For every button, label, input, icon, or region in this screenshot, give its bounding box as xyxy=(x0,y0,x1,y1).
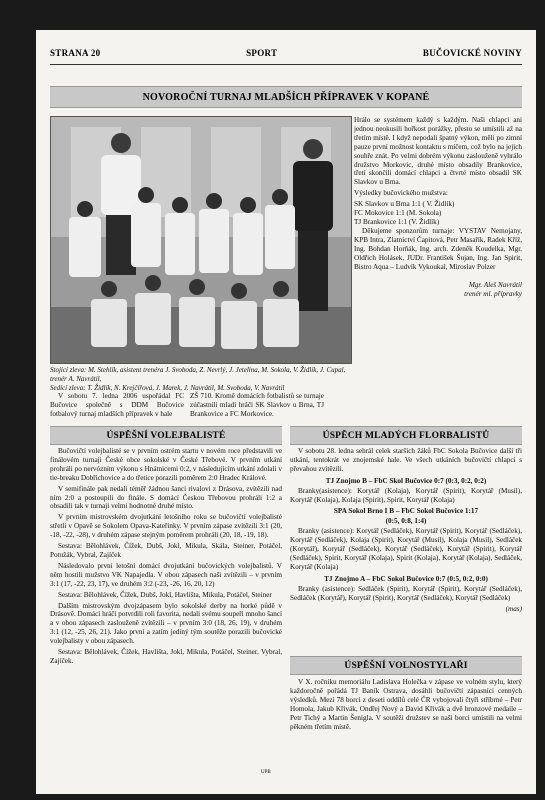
wrestlers-title: ÚSPĚŠNÍ VOLNOSTYLAŘI xyxy=(344,660,468,671)
wrestlers-article: V X. ročníku memoriálu Ladislava Holečka v zápase ve volném stylu, který každoročně pořádá TJ Baník Ostrava, dosáhli bučovičtí zápasníci cenných výsledků. Mezi 78 borci z deseti oddílů celé ČR vybojovali čtyři stříbrné – Petr Homola, Jakub Křivák, Ondřej Nový a David Křivák a dvě bronzové medaile – Petr Tichý a Martin Šenigla. V soutěži družstev se naši borci umístili na velmi pěkném třetím místě. xyxy=(290,678,522,731)
section-name: SPORT xyxy=(246,48,278,58)
page-header xyxy=(50,44,522,62)
article1-intro-middle: ZŠ 710. Kromě domácích fotbalistů se turnaje zúčastnili mladí hráči SK Slavkov u Brna, TJ Brankovice a FC Morkovice. xyxy=(190,392,324,418)
caption-sitting: Sedící zleva: T. Židlík, N. Krejčířová, J. Marek, J. Navrátil, M. Svoboda, V. Navrátil xyxy=(50,384,285,392)
photo-caption xyxy=(50,366,350,393)
result-3: TJ Brankovice 1:1 (V. Židlík) xyxy=(354,217,440,226)
newspaper-page xyxy=(36,30,536,794)
article1-intro-left: V sobotu 7. ledna 2006 uspořádal FC Bučovice společně s DDM Bučovice fotbalový turnaj mladších přípravek v hale xyxy=(50,392,184,418)
header-rule xyxy=(50,64,522,65)
team-photo-image xyxy=(51,117,351,363)
florbal-title: ÚSPĚCH MLADÝCH FLORBALISTŮ xyxy=(322,430,490,441)
volleyball-article: Bučovičtí volejbalisté se v prvním ostrém startu v novém roce představili ve finálovém turnaji České obce sokolské v České Třebové. V prvním utkání prohráli po nervózním výkonu s Hnátnicemi 0:2, v následujícím utkání zdolali v tie-breaku Dobřichovice a do třetice porazili poměrem 2:0 Hradec Králové. V semifinále pak nedali téměř žádnou šanci rivalovi z Drásova, zvítězili nad ním 2:0 a postoupili do finále. S domácí Českou Třebovou prohráli 1:2 a obsadili tak v turnaji velmi hodnotné druhé místo. V prvním mistrovském dvojutkání letošního roku se bučovičtí volejbalisté střetli v Opavě se Sokolem Opava-Kateřinky. V prvním zápase zvítězili 3:1 (20, -18, -22, -28), v druhém zápase stejným poměrem prohráli (20, 18, -19, 18). Sestava: Bělohlávek, Čížek, Dubš, Jokl, Mikula, Skála, Steiner, Potáčel, Potužák, Vybral, Zajíček Následovalo první letošní domácí dvojutkání bučovických volejbalistů. V něm hostili mužstvo VK Napajedla. V obou zápasech naši zvítězili – v prvním 3:1 (17, -22, 23, 17), ve druhém 3:2 (-23, -26, 16, 20, 12) Sestava: Bělohlávek, Čížek, Dubš, Jokl, Havlišta, Mikula, Potáčel, Steiner Dalším mistrovským dvojzápasem bylo sokolské derby na horké půdě v Drásově. Domácí hráči potvrdili roli favorita, nedali svému soupeři mnoho šancí a v obou zápasech zaslouženě zvítězili – v prvním 3:0 (18, 26, 19), v druhém 3:1 (12, -25, 26, 21). Jako první a zatím jediný tým soutěže porazili bučovické volejbalisty v obou zápasech. Sestava: Bělohlávek, Čížek, Havlišta, Jokl, Mikula, Potáčel, Steiner, Vybral, Zajíček. xyxy=(50,447,282,665)
florbal-title-band xyxy=(290,426,522,445)
florbal-article: V sobotu 28. ledna sehrál celek starších žáků FbC Sokola Bučovice další tři utkání, tentokrát ve znojemské hale. Ve všech utkáních bučovičtí chlapci s převahou zvítězili. TJ Znojmo B – FbC Skol Bučovice 0:7 (0:3, 0:2, 0:2) Branky(asistence): Korytář (Kolaja), Korytář (Spirit), Korytář (Musil), Korytář (Kolaja), Kolaja (Spirit), Spirit, Korytář (Kolaja) SPA Sokol Brno I B – FbC Sokol Bučovice 1:17 (0:5, 0:8, 1:4) Branky (asistence): Korytář (Sedláček), Korytář (Spirit), Korytář (Sedláček), Korytář (Sedláček), Kolaja (Spirit), Korytář (Musil), Kolaja (Musil), Sedláček (Korytář), Korytář (Sedláček), Korytář (Sedláček), Korytář (Spirit), Korytář (Sedláček), Spirit, Korytář (Kolaja), Spirit (Kolaja), Korytář (Kolaja), Sedláček, Korytář (Kolaja) TJ Znojmo A – FbC Sokol Bučovice 0:7 (0:5, 0:2, 0:0) Branky (asistence): Sedláček (Spirit), Korytář (Spirit), Korytář (Sedláček), Sedláček (Korytář), Korytář (Spirit), Korytář (Sedláček), Korytář (Sedláček) (mas) xyxy=(290,447,522,613)
page-number: STRANA 20 xyxy=(50,48,101,58)
team-photo xyxy=(50,116,352,364)
caption-standing: Stojící zleva: M. Stehlík, asistent trenéra J. Svoboda, Z. Nevrlý, J. Jetelina, M. Sokola, V. Židlík, J. Cupal, trenér A. Navrátil, xyxy=(50,366,346,383)
article-title-band xyxy=(50,86,522,108)
volleyball-title: ÚSPĚŠNÍ VOLEJBALISTÉ xyxy=(106,430,226,441)
author-role: trenér ml. přípravky xyxy=(464,290,522,299)
volleyball-title-band xyxy=(50,426,282,445)
print-mark: UPB xyxy=(261,770,271,775)
thanks-paragraph: Děkujeme sponzorům turnaje: VYSTAV Nemojany, KPB Intra, Zlatnictví Čapitová, Petr Masařík, Radek Kříž, Ing. Bohdan Horňák, Ing. arch. Zdeněk Koudelka, Mgr. Oldřich Holásek, JUDr. František Šujan, Ing. Jan Spirit, Bistro Aqua – Ludvík Vykoukal, Miroslav Polzer xyxy=(354,226,522,271)
result-2: FC Mokovice 1:1 (M. Sokola) xyxy=(354,209,442,218)
wrestlers-title-band xyxy=(290,656,522,675)
newspaper-name: BUČOVICKÉ NOVINY xyxy=(422,48,522,58)
author-name: Mgr. Aleš Navrátil xyxy=(468,281,522,290)
results-heading: Výsledky bučovického mužstva: xyxy=(354,189,448,198)
article-title: NOVOROČNÍ TURNAJ MLADŠÍCH PŘÍPRAVEK V KOPANÉ xyxy=(142,91,430,103)
result-1: SK Slavkov u Brna 1:1 ( V. Židlík) xyxy=(354,200,455,209)
article1-right-column xyxy=(354,116,522,299)
article1-para-continued: Hrálo se systémem každý s každým. Naši chlapci ani jednou neokusili hořkost porážky, přesto se umístili až na třetím místě. I když nepodali špatný výkon, měli po zimní pauze první možnost kontaktu s míčem, což bylo na jejich souhře znát. Po velmi dobrém výkonu zaslouženě vyhrálo družstvo Morkovic, druhé místo obsadily Brankovice, třetí skončili domácí chlapci a čtvrté místo obsadil SK Slavkov u Brna. xyxy=(354,116,522,187)
